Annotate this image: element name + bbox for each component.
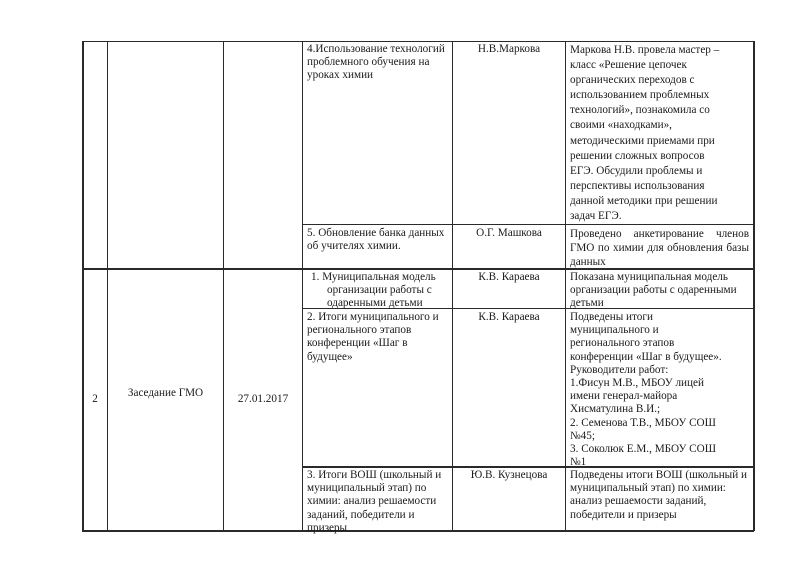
responsible-cell [453,310,565,325]
result-line: Маркова Н.В. провела мастер – [570,44,720,56]
topic-text: 5. Обновление банка данных об учителях химии. [307,227,445,253]
responsible-name: Н.В.Маркова [477,43,541,55]
topic-first-line: 1. Муниципальная модель [311,271,436,283]
result-line: имени генерал-майора [570,390,678,403]
meeting-number [83,270,107,530]
result-line: Руководители работ: [570,363,669,376]
result-line: конференции «Шаг в будущее». [570,350,722,363]
event-text: Заседание ГМО [127,387,204,400]
result-line: решении сложных вопросов [570,149,705,162]
result-line: 2. Семенова Т.В., МБОУ СОШ [570,416,716,429]
responsible-cell [453,468,565,483]
number-text: 2 [92,393,98,406]
column-divider [452,41,453,531]
topic-text: 3. Итоги ВОШ (школьный и муниципальный этап) по химии: анализ решаемости заданий, победители и призеры [307,469,442,534]
responsible-cell [453,42,565,57]
result-line: класс «Решение цепочек [570,59,687,72]
result-cell [566,310,753,470]
date-text: 27.01.2017 [237,393,289,406]
topic-cell [303,42,452,84]
responsible-cell [453,226,565,241]
result-line: №45; [570,429,595,442]
responsible-name: К.В. Караева [478,271,540,283]
result-text: Подведены итоги ВОШ (школьный и муниципальный этап) по химии: анализ решаемости заданий, победители и призеры [570,469,747,521]
result-line: Подведены итоги [570,311,653,323]
event-name [108,270,223,518]
responsible-name: О.Г. Машкова [476,227,542,239]
result-line: технологий», познакомила со [570,104,710,117]
topic-cell [303,310,452,365]
topic-cell [303,468,452,536]
meetings-table [82,41,754,534]
result-line: ЕГЭ. Обсудили проблемы и [570,164,703,177]
result-line: 3. Соколюк Е.М., МБОУ СОШ [570,443,716,456]
result-line: №1 [570,456,587,469]
result-cell [566,42,753,225]
result-text: Показана муниципальная модель организации работы с одаренными детьми [570,271,737,310]
result-line: задач ЕГЭ. [570,210,622,223]
topic-text: 4.Использование технологий проблемного обучения на уроках химии [307,43,445,82]
result-cell [566,226,753,270]
responsible-cell [453,270,565,285]
result-line: Хисматулина В.И.; [570,403,661,416]
result-line: перспективы использования [570,179,705,192]
result-line: данной методики при решении [570,194,718,207]
result-line: использованием проблемных [570,89,710,102]
result-line: 1.Фисун М.В., МБОУ лицей [570,377,704,390]
result-line: методическими приемами при [570,134,715,147]
result-line: регионального этапов [570,337,675,350]
meeting-date [224,270,302,530]
result-cell [566,468,753,523]
topic-text: 2. Итоги муниципального и регионального этапов конференции «Шаг в будущее» [307,311,439,363]
result-line: своими «находками», [570,119,672,132]
result-line: органических переходов с [570,74,695,87]
table-border-right [753,41,755,531]
result-cell [566,270,753,312]
result-text: Проведено анкетирование членов ГМО по химии для обновления базы данных [570,228,749,268]
responsible-name: Ю.В. Кузнецова [470,469,548,481]
topic-cell [303,270,452,312]
result-line: муниципального и [570,324,659,337]
topic-cell [303,226,452,254]
topic-rest: организации работы с одаренными детьми [327,284,432,310]
responsible-name: К.В. Караева [478,311,540,323]
